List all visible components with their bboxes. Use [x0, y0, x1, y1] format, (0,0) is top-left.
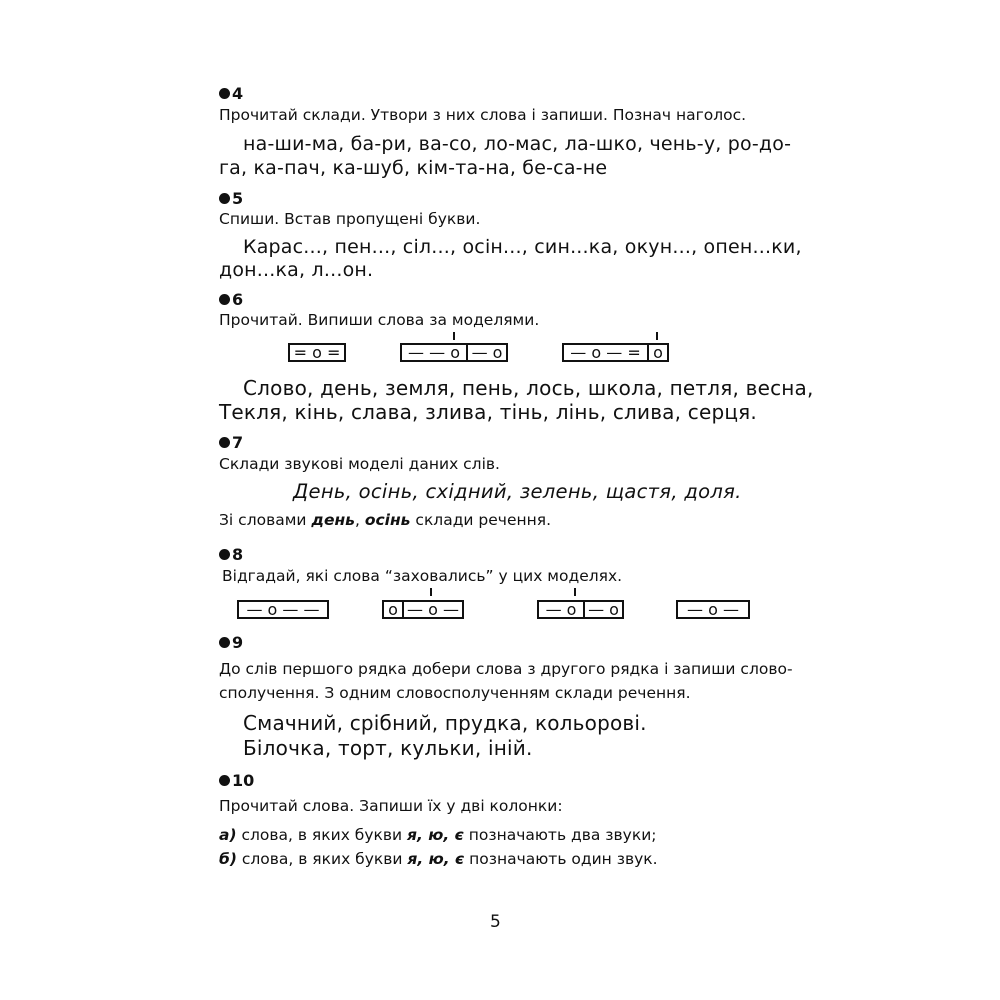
exercise-6-line-1: Слово, день, земля, пень, лось, школа, петля, весна, — [243, 376, 814, 400]
sound-model-cell: — о — = — [570, 342, 641, 362]
bullet-icon — [219, 437, 230, 448]
exercise-6-number: 6 — [219, 290, 243, 309]
stress-mark-icon — [574, 588, 576, 596]
stress-mark-icon — [453, 332, 455, 340]
exercise-8-instruction: Відгадай, які слова “заховались” у цих моделях. — [222, 567, 623, 585]
exercise-9-line-1: Смачний, срібний, прудка, кольорові. — [243, 711, 647, 735]
task-text: Зі словами — [219, 511, 312, 529]
exercise-6-instruction: Прочитай. Випиши слова за моделями. — [219, 311, 540, 329]
exercise-6-line-2: Текля, кінь, слава, злива, тінь, лінь, слива, серця. — [219, 400, 757, 424]
exercise-5-line-2: дон...ка, л...он. — [219, 259, 374, 281]
exercise-5-line-1: Карас..., пен..., сіл..., осін..., син...ка, окун..., опен...ки, — [243, 236, 802, 258]
option-text: позначають два звуки; — [463, 826, 657, 844]
sound-model-cell: — — о — [408, 342, 460, 362]
sound-model-cell: = о = — [293, 342, 341, 362]
bullet-icon — [219, 549, 230, 560]
bullet-icon — [219, 88, 230, 99]
option-text: слова, в яких букви — [236, 826, 408, 844]
bullet-icon — [219, 637, 230, 648]
exercise-4-instruction: Прочитай склади. Утвори з них слова і запиши. Познач наголос. — [219, 106, 747, 124]
sound-model-cell: — о — [545, 599, 577, 619]
task-word-1: день — [311, 511, 355, 529]
exercise-4-line-1: на-ши-ма, ба-ри, ва-со, ло-мас, ла-шко, чень-у, ро-до- — [243, 133, 792, 155]
exercise-9-instruction-line-1: До слів першого рядка добери слова з другого рядка і запиши слово- — [219, 660, 793, 678]
exercise-10-option-b — [219, 850, 658, 868]
page-number: 5 — [490, 912, 501, 932]
exercise-5-instruction: Спиши. Встав пропущені букви. — [219, 210, 481, 228]
sound-model-4 — [237, 600, 329, 619]
exercise-5-number: 5 — [219, 189, 243, 208]
stress-mark-icon — [656, 332, 658, 340]
sound-model-cell: — о — — [687, 599, 739, 619]
sound-model-5 — [382, 600, 464, 619]
exercise-7-words: День, осінь, східний, зелень, щастя, доля. — [293, 480, 742, 503]
sound-model-cell: — о — [466, 345, 506, 360]
option-letters: я, ю, є — [407, 850, 465, 868]
exercise-7-number: 7 — [219, 433, 243, 452]
bullet-icon — [219, 193, 230, 204]
exercise-7-instruction: Склади звукові моделі даних слів. — [219, 455, 500, 473]
sound-model-1 — [288, 343, 346, 362]
exercise-4-number: 4 — [219, 84, 243, 103]
exercise-9-line-2: Білочка, торт, кульки, іній. — [243, 736, 533, 760]
exercise-9-number: 9 — [219, 633, 243, 652]
sound-model-cell: — о — — [402, 602, 462, 617]
sound-model-2 — [400, 343, 508, 362]
sound-model-6 — [537, 600, 624, 619]
sound-model-cell: — о — — — [246, 599, 320, 619]
stress-mark-icon — [430, 588, 432, 596]
exercise-10-option-a — [219, 826, 657, 844]
exercise-9-instruction-line-2: сполучення. З одним словосполученням склади речення. — [219, 684, 691, 702]
exercise-10-instruction: Прочитай слова. Запиши їх у дві колонки: — [219, 797, 563, 815]
option-a-label: а) — [219, 826, 237, 844]
sound-model-7 — [676, 600, 750, 619]
sound-model-cell: — о — [583, 602, 622, 617]
sound-model-3 — [562, 343, 669, 362]
task-separator: , — [354, 511, 365, 529]
option-b-label: б) — [219, 850, 237, 868]
sound-model-cell: о — [388, 599, 398, 619]
option-text: позначають один звук. — [464, 850, 658, 868]
bullet-icon — [219, 775, 230, 786]
exercise-8-number: 8 — [219, 545, 243, 564]
option-text: слова, в яких букви — [236, 850, 408, 868]
exercise-4-line-2: га, ка-пач, ка-шуб, кім-та-на, бе-са-не — [219, 157, 608, 179]
bullet-icon — [219, 294, 230, 305]
exercise-10-number: 10 — [219, 771, 254, 790]
task-word-2: осінь — [364, 511, 411, 529]
sound-model-cell: о — [647, 345, 667, 360]
option-letters: я, ю, є — [407, 826, 464, 844]
task-text: склади речення. — [410, 511, 552, 529]
exercise-7-task — [219, 511, 551, 529]
